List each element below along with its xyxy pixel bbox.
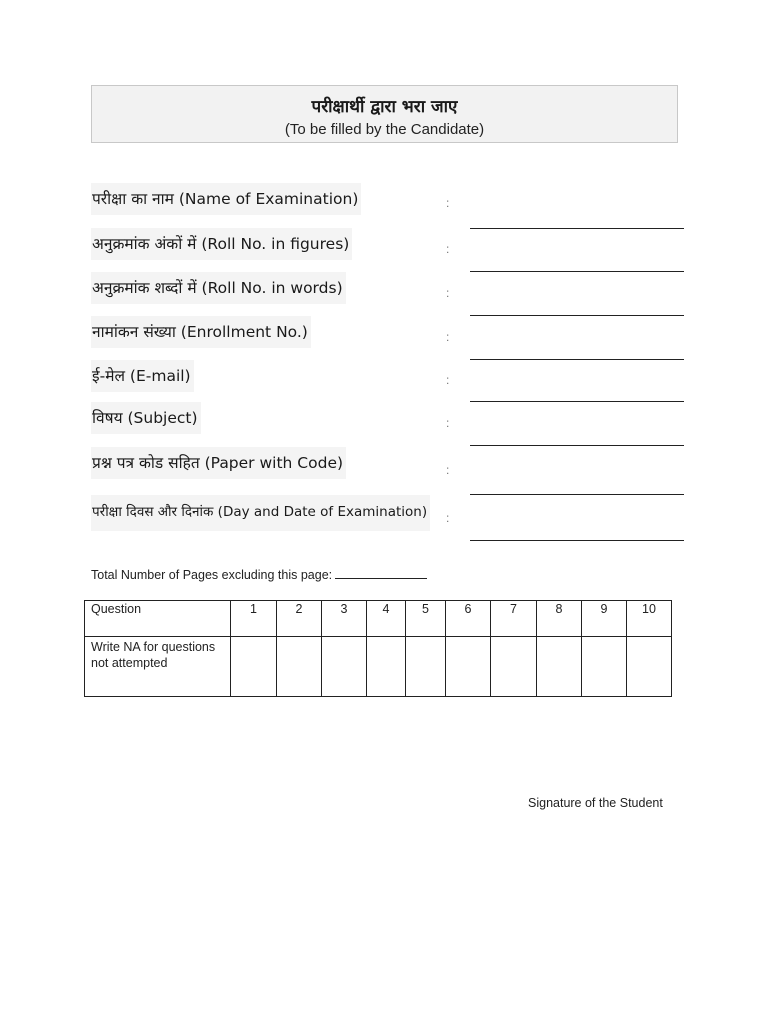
header-title-hindi: परीक्षार्थी द्वारा भरा जाए [311,97,458,117]
answer-status-cell[interactable] [231,637,277,697]
field-colon: : [446,416,450,430]
header-title-english: (To be filled by the Candidate) [284,121,485,138]
enrollment-input-line[interactable] [470,359,684,360]
answer-status-cell[interactable] [446,637,491,697]
roll-figures-input-line[interactable] [470,271,684,272]
answer-status-cell[interactable] [406,637,446,697]
answer-status-cell[interactable] [582,637,627,697]
answer-status-cell[interactable] [367,637,406,697]
answer-status-cell[interactable] [322,637,367,697]
question-number-cell: 7 [491,601,537,637]
field-label-exam-name: परीक्षा का नाम (Name of Examination) [91,183,361,215]
answer-status-cell[interactable] [537,637,582,697]
form-header [91,85,678,143]
email-input-line[interactable] [470,401,684,402]
answer-status-label: Write NA for questions not attempted [85,637,231,697]
question-number-cell: 8 [537,601,582,637]
subject-input-line[interactable] [470,445,684,446]
field-label-subject: विषय (Subject) [91,402,201,434]
field-colon: : [446,196,450,210]
exam-name-input-line[interactable] [470,228,684,229]
field-colon: : [446,511,450,525]
signature-label: Signature of the Student [528,796,663,810]
question-header-row [85,601,672,637]
field-label-exam-date: परीक्षा दिवस और दिनांक (Day and Date of Examination) [91,495,430,531]
question-number-cell: 1 [231,601,277,637]
field-label-roll-words: अनुक्रमांक शब्दों में (Roll No. in words) [91,272,346,304]
exam-date-input-line[interactable] [470,540,684,541]
field-colon: : [446,463,450,477]
question-number-cell: 4 [367,601,406,637]
total-pages-label: Total Number of Pages excluding this page: [91,568,333,582]
question-number-cell: 9 [582,601,627,637]
question-header-label: Question [85,601,231,637]
total-pages-input-line[interactable] [335,567,427,579]
question-number-cell: 6 [446,601,491,637]
question-number-cell: 2 [277,601,322,637]
roll-words-input-line[interactable] [470,315,684,316]
field-colon: : [446,330,450,344]
answer-status-row [85,637,672,697]
field-label-enrollment: नामांकन संख्या (Enrollment No.) [91,316,311,348]
total-pages-row [91,567,427,582]
field-colon: : [446,242,450,256]
field-label-paper-code: प्रश्न पत्र कोड सहित (Paper with Code) [91,447,346,479]
question-number-cell: 10 [627,601,672,637]
answer-status-cell[interactable] [491,637,537,697]
question-table [84,600,672,697]
answer-status-cell[interactable] [627,637,672,697]
paper-code-input-line[interactable] [470,494,684,495]
question-number-cell: 3 [322,601,367,637]
answer-status-cell[interactable] [277,637,322,697]
question-number-cell: 5 [406,601,446,637]
field-label-email: ई-मेल (E-mail) [91,360,194,392]
field-label-roll-figures: अनुक्रमांक अंकों में (Roll No. in figures) [91,228,352,260]
field-colon: : [446,373,450,387]
field-colon: : [446,286,450,300]
